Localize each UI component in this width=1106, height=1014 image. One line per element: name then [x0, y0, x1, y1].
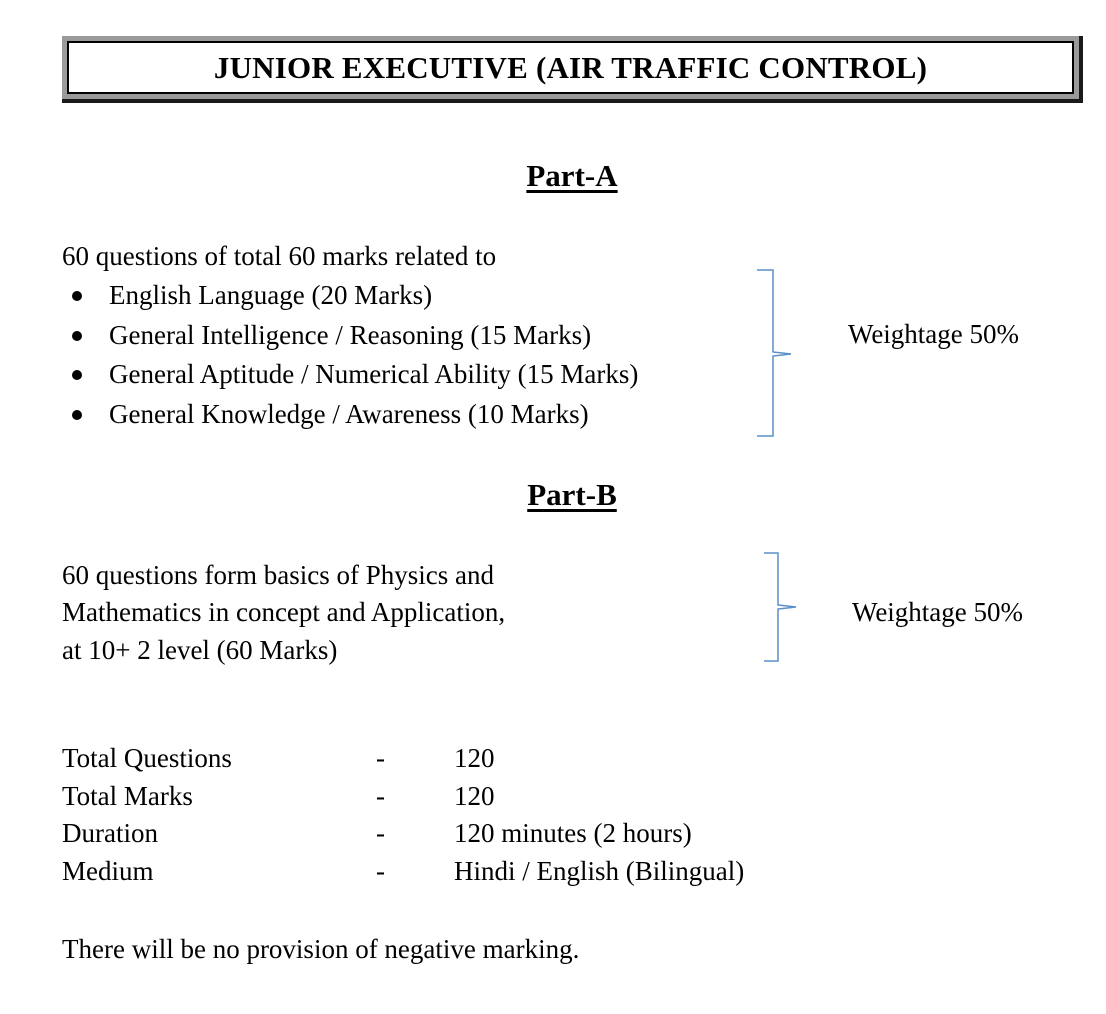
negative-marking-note: There will be no provision of negative marking.	[62, 934, 580, 964]
part-b-weightage: Weightage 50%	[852, 597, 1024, 627]
list-item: English Language (20 Marks)	[62, 276, 638, 316]
part-b-line-3: at 10+ 2 level (60 Marks)	[62, 635, 338, 665]
part-a-heading: Part-A	[526, 158, 618, 193]
list-item: General Intelligence / Reasoning (15 Marks)	[62, 316, 638, 356]
page-title: JUNIOR EXECUTIVE (AIR TRAFFIC CONTROL)	[213, 49, 928, 85]
part-a-brace-icon	[755, 268, 795, 438]
bullet-icon	[72, 331, 82, 341]
bullet-icon	[72, 291, 82, 301]
part-a-intro: 60 questions of total 60 marks related to	[62, 241, 497, 271]
part-b-line-1: 60 questions form basics of Physics and	[62, 560, 494, 590]
list-item: General Aptitude / Numerical Ability (15 Marks)	[62, 355, 638, 395]
list-item: General Knowledge / Awareness (10 Marks)	[62, 395, 638, 435]
part-b-line-2: Mathematics in concept and Application,	[62, 597, 506, 627]
title-frame	[62, 36, 1083, 103]
bullet-icon	[72, 410, 82, 420]
part-b-brace-icon	[762, 551, 802, 663]
part-b-heading: Part-B	[527, 477, 617, 512]
title-inner-box	[67, 41, 1074, 94]
bullet-icon	[72, 370, 82, 380]
part-a-weightage: Weightage 50%	[848, 319, 1020, 349]
part-a-topic-list	[62, 276, 638, 434]
